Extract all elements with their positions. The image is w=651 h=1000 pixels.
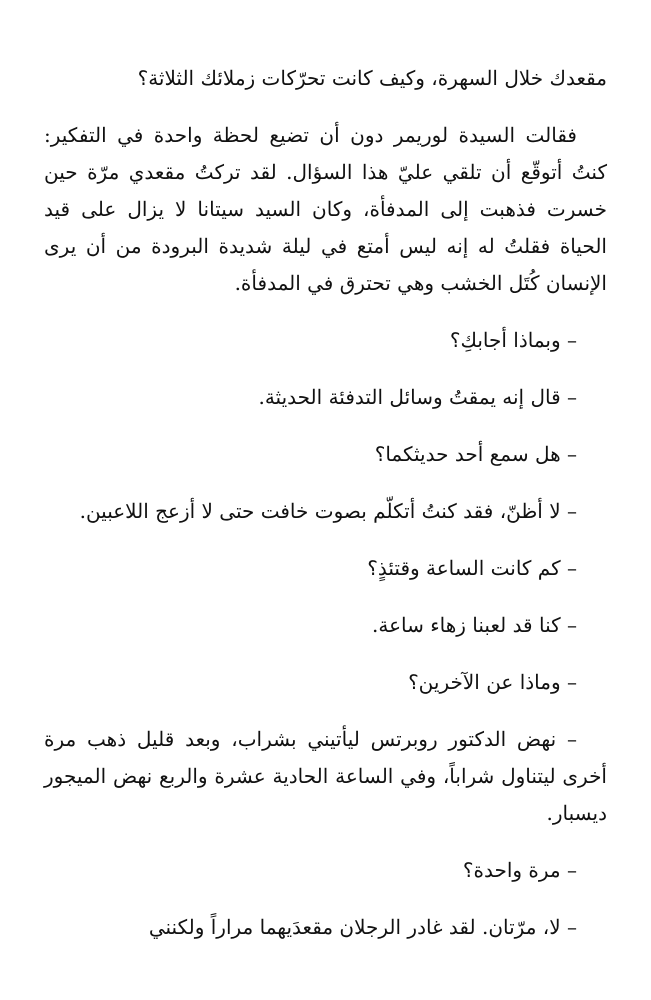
dialogue-line: – وبماذا أجابكِ؟ <box>449 328 577 352</box>
dialogue-line: – قال إنه يمقتُ وسائل التدفئة الحديثة. <box>258 385 577 409</box>
dialogue-line: – كنا قد لعبنا زهاء ساعة. <box>372 613 577 637</box>
dialogue-line: – نهض الدكتور روبرتس ليأتيني بشراب، وبعد قليل ذهب مرة أخرى ليتناول شراباً، وفي الساعة الحادية عشرة والربع نهض الميجور ديسبار. <box>44 727 607 825</box>
dialogue-line: – كم كانت الساعة وقتئذٍ؟ <box>367 556 577 580</box>
dialogue-line: – لا، مرّتان. لقد غادر الرجلان مقعدَيهما مراراً ولكنني <box>148 915 577 939</box>
dialogue-line: – هل سمع أحد حديثكما؟ <box>374 442 577 466</box>
dialogue-line: – وماذا عن الآخرين؟ <box>408 670 577 694</box>
paragraph-continuation: مقعدك خلال السهرة، وكيف كانت تحرّكات زملائك الثلاثة؟ <box>137 66 607 90</box>
dialogue-line: – مرة واحدة؟ <box>462 858 577 882</box>
dialogue-line: – لا أظنّ، فقد كنتُ أتكلّم بصوت خافت حتى لا أزعج اللاعبين. <box>79 499 577 523</box>
paragraph-narration: فقالت السيدة لوريمر دون أن تضيع لحظة واحدة في التفكير: كنتُ أتوقّع أن تلقي عليّ هذا السؤال. لقد تركتُ مقعدي مرّة حين خسرت فذهبت إلى المدفأة، وكان السيد سيتانا لا يزال على قيد الحياة فقلتُ له إنه ليس أمتع في ليلة شديدة البرودة من أن يرى الإنسان كُتَل الخشب وهي تحترق في المدفأة. <box>44 123 607 295</box>
